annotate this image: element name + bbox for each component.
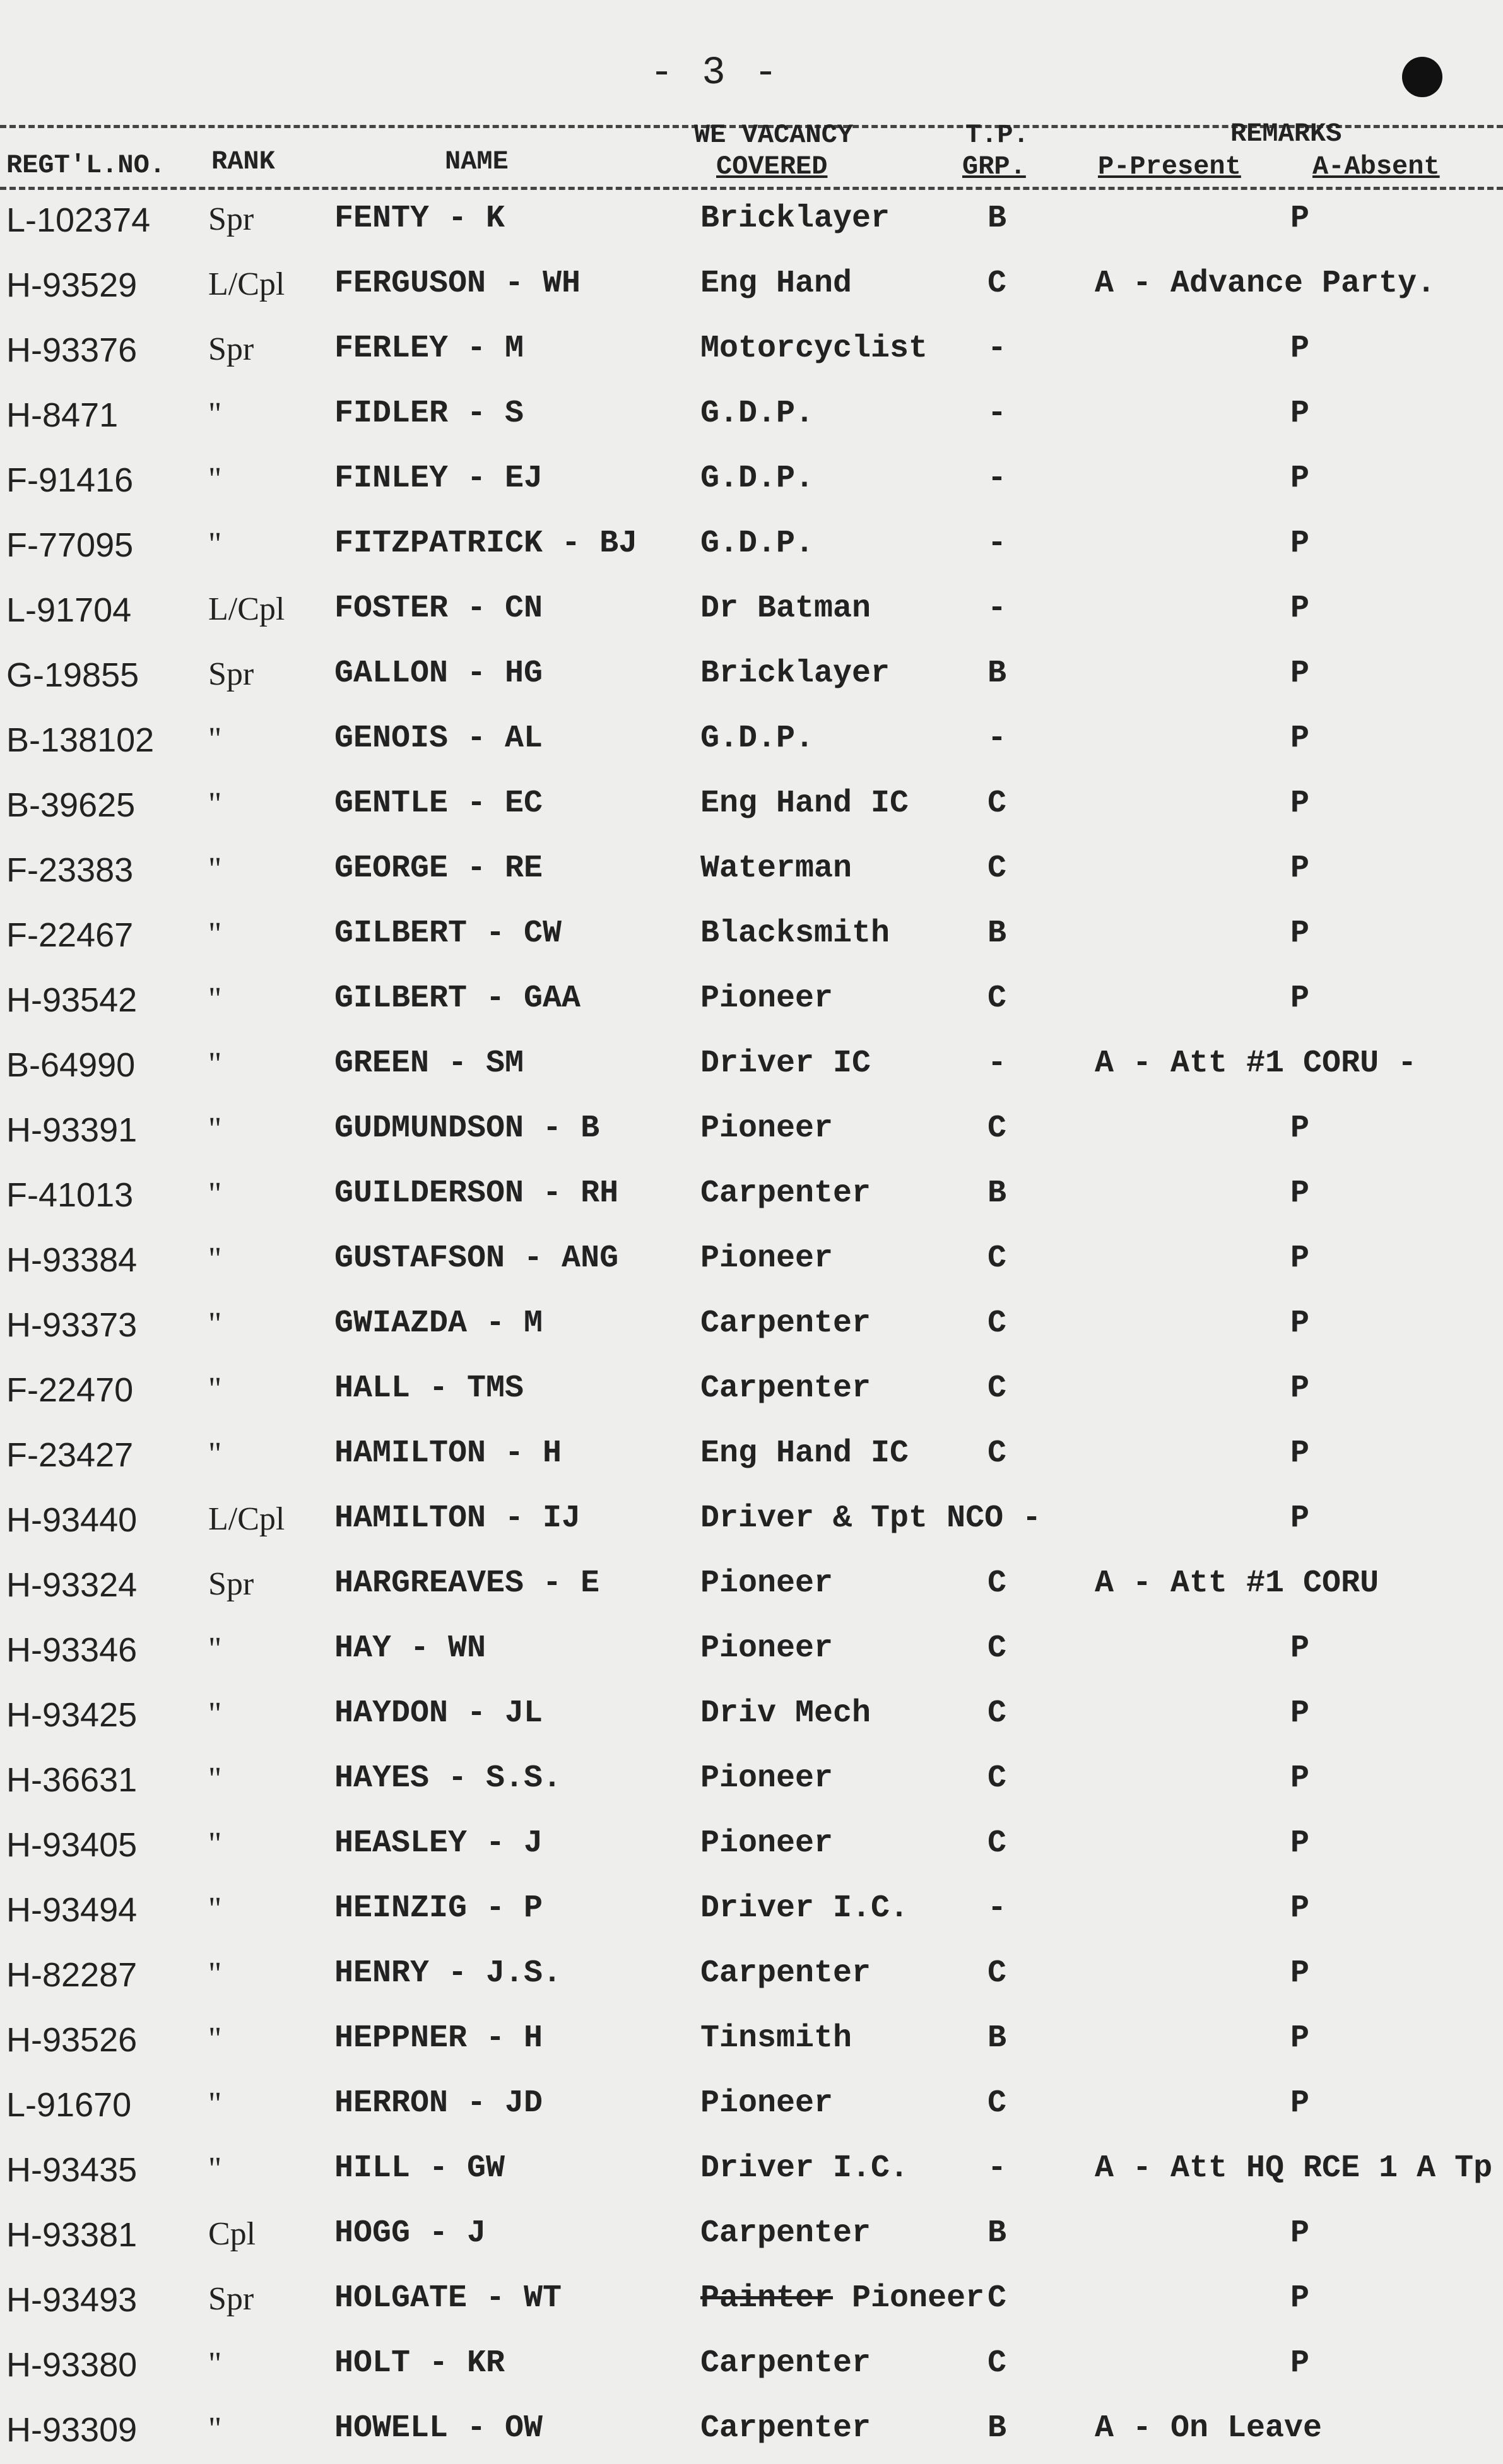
regimental-number: H-93435	[6, 2151, 138, 2189]
vacancy-covered: Bricklayer	[700, 201, 890, 237]
tp-group: B	[987, 656, 1007, 692]
rank: "	[208, 916, 222, 952]
present-absent: P	[1290, 526, 1310, 562]
name: GILBERT - GAA	[334, 981, 581, 1017]
tp-group: C	[987, 266, 1007, 302]
table-row	[0, 644, 1503, 709]
header-tp-line2: GRP.	[962, 151, 1026, 182]
vacancy-covered: Carpenter	[700, 1306, 871, 1341]
struck-vacancy: Painter	[700, 2280, 834, 2316]
name: GWIAZDA - M	[334, 1306, 543, 1341]
tp-group: C	[987, 1630, 1007, 1666]
name: HERRON - JD	[334, 2085, 543, 2121]
name: FOSTER - CN	[334, 591, 543, 627]
tp-group: -	[987, 1890, 1007, 1926]
tp-group: -	[987, 396, 1007, 432]
tp-group: B	[987, 916, 1007, 952]
vacancy-covered: Pioneer	[700, 1825, 834, 1861]
regimental-number: H-93494	[6, 1891, 138, 1929]
present-absent: P	[1290, 656, 1310, 692]
name: HEPPNER - H	[334, 2020, 543, 2056]
table-row	[0, 2269, 1503, 2334]
vacancy-covered: Pioneer	[700, 1630, 834, 1666]
table-row	[0, 1749, 1503, 1814]
rank: Spr	[208, 1566, 254, 1602]
table-row	[0, 2334, 1503, 2399]
present-absent: P	[1290, 591, 1310, 627]
vacancy-covered: Carpenter	[700, 1371, 871, 1406]
regimental-number: L-91670	[6, 2086, 132, 2124]
vacancy-covered: Eng Hand	[700, 266, 852, 302]
vacancy-covered: Pioneer	[700, 1565, 834, 1601]
tp-group: C	[987, 1371, 1007, 1406]
name: GUDMUNDSON - B	[334, 1111, 600, 1147]
table-row	[0, 1619, 1503, 1684]
tp-group: B	[987, 2410, 1007, 2446]
remark: A - Att HQ RCE 1 A Tp	[1095, 2150, 1493, 2186]
table-row	[0, 839, 1503, 904]
rank: "	[208, 1371, 222, 1407]
rank: Spr	[208, 656, 254, 692]
tp-group: C	[987, 981, 1007, 1017]
table-row	[0, 1164, 1503, 1229]
rank: "	[208, 981, 222, 1017]
name: HOLGATE - WT	[334, 2280, 562, 2316]
tp-group: C	[987, 1760, 1007, 1796]
rank: Spr	[208, 331, 254, 367]
name: HARGREAVES - E	[334, 1565, 600, 1601]
table-row	[0, 384, 1503, 449]
rank: "	[208, 1826, 222, 1862]
table-row	[0, 1489, 1503, 1554]
page-number: - 3 -	[650, 50, 781, 95]
vacancy-covered	[700, 2280, 984, 2316]
regimental-number: H-82287	[6, 1956, 138, 1994]
name: HAMILTON - IJ	[334, 1500, 581, 1536]
rank: "	[208, 526, 222, 562]
rank: "	[208, 851, 222, 887]
name: HAMILTON - H	[334, 1435, 562, 1471]
table-row	[0, 1554, 1503, 1619]
present-absent: P	[1290, 461, 1310, 497]
present-absent: P	[1290, 2020, 1310, 2056]
header-vacancy-line2: COVERED	[716, 151, 828, 182]
name: GUILDERSON - RH	[334, 1176, 619, 1211]
header-vacancy-line1: WE VACANCY	[694, 120, 854, 150]
regimental-number: F-22470	[6, 1371, 134, 1409]
tp-group: C	[987, 851, 1007, 887]
vacancy-covered: Pioneer	[700, 1111, 834, 1147]
tp-group: C	[987, 1955, 1007, 1991]
vacancy-covered: G.D.P.	[700, 526, 815, 562]
tp-group: B	[987, 2215, 1007, 2251]
present-absent: P	[1290, 981, 1310, 1017]
regimental-number: H-93346	[6, 1631, 138, 1669]
vacancy-covered: Motorcyclist	[700, 331, 928, 367]
table-row	[0, 1879, 1503, 1944]
regimental-number: F-77095	[6, 526, 134, 564]
present-absent: P	[1290, 396, 1310, 432]
tp-group: C	[987, 1565, 1007, 1601]
name: GENOIS - AL	[334, 721, 543, 757]
header-remarks: REMARKS	[1230, 119, 1342, 149]
present-absent: P	[1290, 1306, 1310, 1341]
present-absent: P	[1290, 1371, 1310, 1406]
vacancy-covered: Carpenter	[700, 2215, 871, 2251]
rank: "	[208, 1306, 222, 1342]
present-absent: P	[1290, 851, 1310, 887]
present-absent: P	[1290, 2280, 1310, 2316]
name: FITZPATRICK - BJ	[334, 526, 638, 562]
vacancy-covered: Eng Hand IC	[700, 786, 909, 822]
regimental-number: H-93384	[6, 1241, 138, 1279]
table-row	[0, 774, 1503, 839]
tp-group: C	[987, 1435, 1007, 1471]
table-row	[0, 2074, 1503, 2139]
vacancy-covered: Driver I.C.	[700, 2150, 909, 2186]
table-row	[0, 2204, 1503, 2269]
header-name: NAME	[445, 146, 509, 177]
regimental-number: H-93440	[6, 1501, 138, 1539]
regimental-number: L-91704	[6, 591, 132, 629]
table-row	[0, 1229, 1503, 1294]
vacancy-covered: G.D.P.	[700, 461, 815, 497]
regimental-number: F-91416	[6, 461, 134, 499]
regimental-number: H-93381	[6, 2216, 138, 2254]
vacancy-covered: Pioneer	[700, 2085, 834, 2121]
rank: "	[208, 2021, 222, 2057]
rank: "	[208, 2086, 222, 2122]
name: HEASLEY - J	[334, 1825, 543, 1861]
table-row	[0, 189, 1503, 254]
present-absent: P	[1290, 1760, 1310, 1796]
present-absent: P	[1290, 1630, 1310, 1666]
rank: "	[208, 2346, 222, 2382]
vacancy-covered: Tinsmith	[700, 2020, 852, 2056]
personnel-list	[0, 189, 1503, 2464]
table-row	[0, 1099, 1503, 1164]
vacancy-covered: Pioneer	[700, 981, 834, 1017]
rank: "	[208, 1176, 222, 1212]
tp-group: -	[987, 1046, 1007, 1082]
vacancy-covered: Driv Mech	[700, 1695, 871, 1731]
rank: "	[208, 1111, 222, 1147]
table-row	[0, 1424, 1503, 1489]
vacancy-covered: G.D.P.	[700, 396, 815, 432]
tp-group: B	[987, 201, 1007, 237]
table-row	[0, 579, 1503, 644]
regimental-number: B-64990	[6, 1046, 136, 1084]
remark: A - On Leave	[1095, 2410, 1323, 2446]
regimental-number: H-93493	[6, 2281, 138, 2319]
present-absent: P	[1290, 331, 1310, 367]
regimental-number: H-93391	[6, 1111, 138, 1149]
rank: L/Cpl	[208, 266, 285, 302]
name: GUSTAFSON - ANG	[334, 1241, 619, 1276]
vacancy-covered: Driver & Tpt NCO -	[700, 1500, 1042, 1536]
tp-group: -	[987, 721, 1007, 757]
tp-group: C	[987, 1695, 1007, 1731]
present-absent: P	[1290, 1241, 1310, 1276]
rank: Spr	[208, 2281, 254, 2317]
remark: A - Advance Party.	[1095, 266, 1436, 302]
name: GILBERT - CW	[334, 916, 562, 952]
name: HAYES - S.S.	[334, 1760, 562, 1796]
rank: "	[208, 1956, 222, 1992]
present-absent: P	[1290, 1111, 1310, 1147]
regimental-number: H-93529	[6, 266, 138, 304]
name: HEINZIG - P	[334, 1890, 543, 1926]
regimental-number: F-23427	[6, 1436, 134, 1474]
name: GALLON - HG	[334, 656, 543, 692]
table-row	[0, 1944, 1503, 2009]
rank: "	[208, 1436, 222, 1472]
table-row	[0, 1684, 1503, 1749]
vacancy-covered: Carpenter	[700, 2345, 871, 2381]
tp-group: -	[987, 591, 1007, 627]
regimental-number: B-39625	[6, 786, 136, 824]
tp-group: C	[987, 1241, 1007, 1276]
regimental-number: H-8471	[6, 396, 119, 434]
header-remarks-present: P-Present	[1098, 151, 1241, 182]
present-absent: P	[1290, 2215, 1310, 2251]
rank: "	[208, 1631, 222, 1667]
regimental-number: G-19855	[6, 656, 139, 694]
table-row	[0, 904, 1503, 969]
tp-group: C	[987, 786, 1007, 822]
rank: Spr	[208, 201, 254, 237]
vacancy-covered: G.D.P.	[700, 721, 815, 757]
rank: "	[208, 1046, 222, 1082]
name: FERLEY - M	[334, 331, 524, 367]
regimental-number: H-93526	[6, 2021, 138, 2059]
table-row	[0, 969, 1503, 1034]
tp-group: B	[987, 1176, 1007, 1211]
present-absent: P	[1290, 721, 1310, 757]
name: HALL - TMS	[334, 1371, 524, 1406]
header-rank: RANK	[211, 146, 275, 177]
present-absent: P	[1290, 1695, 1310, 1731]
tp-group: B	[987, 2020, 1007, 2056]
regimental-number: H-93324	[6, 1566, 138, 1604]
present-absent: P	[1290, 2345, 1310, 2381]
vacancy-covered: Eng Hand IC	[700, 1435, 909, 1471]
present-absent: P	[1290, 2085, 1310, 2121]
name: HENRY - J.S.	[334, 1955, 562, 1991]
regimental-number: H-36631	[6, 1761, 138, 1799]
table-row	[0, 1034, 1503, 1099]
name: HAY - WN	[334, 1630, 486, 1666]
table-row	[0, 1294, 1503, 1359]
name: HOWELL - OW	[334, 2410, 543, 2446]
vacancy-covered: Waterman	[700, 851, 852, 887]
table-row	[0, 1359, 1503, 1424]
vacancy-covered: Carpenter	[700, 1176, 871, 1211]
regimental-number: H-93380	[6, 2346, 138, 2384]
regimental-number: H-93405	[6, 1826, 138, 1864]
rank: "	[208, 2411, 222, 2447]
present-absent: P	[1290, 1435, 1310, 1471]
present-absent: P	[1290, 1890, 1310, 1926]
header-remarks-absent: A-Absent	[1312, 151, 1440, 182]
table-row	[0, 709, 1503, 774]
rank: "	[208, 461, 222, 497]
vacancy-covered: Blacksmith	[700, 916, 890, 952]
tp-group: -	[987, 526, 1007, 562]
table-row	[0, 1814, 1503, 1879]
tp-group: C	[987, 1306, 1007, 1341]
punch-hole	[1402, 57, 1442, 97]
rank: L/Cpl	[208, 1501, 285, 1537]
vacancy-covered: Driver I.C.	[700, 1890, 909, 1926]
table-row	[0, 514, 1503, 579]
rank: "	[208, 1696, 222, 1732]
present-absent: P	[1290, 1825, 1310, 1861]
present-absent: P	[1290, 1955, 1310, 1991]
remark: A - Att #1 CORU	[1095, 1565, 1379, 1601]
vacancy-covered: Carpenter	[700, 2410, 871, 2446]
table-row	[0, 254, 1503, 319]
vacancy-covered: Pioneer	[700, 1760, 834, 1796]
rank: "	[208, 1891, 222, 1927]
tp-group: C	[987, 1825, 1007, 1861]
table-row	[0, 449, 1503, 514]
tp-group: -	[987, 331, 1007, 367]
name: FERGUSON - WH	[334, 266, 581, 302]
rank: "	[208, 396, 222, 432]
tp-group: -	[987, 2150, 1007, 2186]
tp-group: C	[987, 2280, 1007, 2316]
table-row	[0, 319, 1503, 384]
tp-group: C	[987, 2085, 1007, 2121]
regimental-number: B-138102	[6, 721, 155, 759]
header-tp-line1: T.P.	[965, 120, 1029, 150]
rank: "	[208, 2151, 222, 2187]
regimental-number: H-93376	[6, 331, 138, 369]
name: GREEN - SM	[334, 1046, 524, 1082]
present-absent: P	[1290, 1500, 1310, 1536]
rank: "	[208, 1241, 222, 1277]
regimental-number: H-93309	[6, 2411, 138, 2449]
name: HILL - GW	[334, 2150, 505, 2186]
header-regt-no: REGT'L.NO.	[6, 150, 166, 180]
regimental-number: H-93425	[6, 1696, 138, 1734]
tp-group: C	[987, 1111, 1007, 1147]
tp-group: C	[987, 2345, 1007, 2381]
present-absent: P	[1290, 1176, 1310, 1211]
remark: A - Att #1 CORU -	[1095, 1046, 1417, 1082]
vacancy-covered: Bricklayer	[700, 656, 890, 692]
table-row	[0, 2009, 1503, 2074]
name: FENTY - K	[334, 201, 505, 237]
table-row	[0, 2139, 1503, 2204]
present-absent: P	[1290, 916, 1310, 952]
rank: L/Cpl	[208, 591, 285, 627]
name: HOGG - J	[334, 2215, 486, 2251]
vacancy-covered: Dr Batman	[700, 591, 871, 627]
regimental-number: F-22467	[6, 916, 134, 954]
vacancy-text: Pioneer	[833, 2280, 985, 2316]
name: FINLEY - EJ	[334, 461, 543, 497]
vacancy-covered: Pioneer	[700, 1241, 834, 1276]
name: HOLT - KR	[334, 2345, 505, 2381]
rank: Cpl	[208, 2216, 256, 2252]
table-row	[0, 2399, 1503, 2464]
regimental-number: L-102374	[6, 201, 151, 239]
vacancy-covered: Driver IC	[700, 1046, 871, 1082]
rank: "	[208, 721, 222, 757]
regimental-number: H-93373	[6, 1306, 138, 1344]
name: GEORGE - RE	[334, 851, 543, 887]
present-absent: P	[1290, 786, 1310, 822]
name: FIDLER - S	[334, 396, 524, 432]
regimental-number: F-41013	[6, 1176, 134, 1214]
name: HAYDON - JL	[334, 1695, 543, 1731]
tp-group: -	[987, 461, 1007, 497]
rank: "	[208, 786, 222, 822]
name: GENTLE - EC	[334, 786, 543, 822]
regimental-number: H-93542	[6, 981, 138, 1019]
vacancy-covered: Carpenter	[700, 1955, 871, 1991]
regimental-number: F-23383	[6, 851, 134, 889]
present-absent: P	[1290, 201, 1310, 237]
rank: "	[208, 1761, 222, 1797]
